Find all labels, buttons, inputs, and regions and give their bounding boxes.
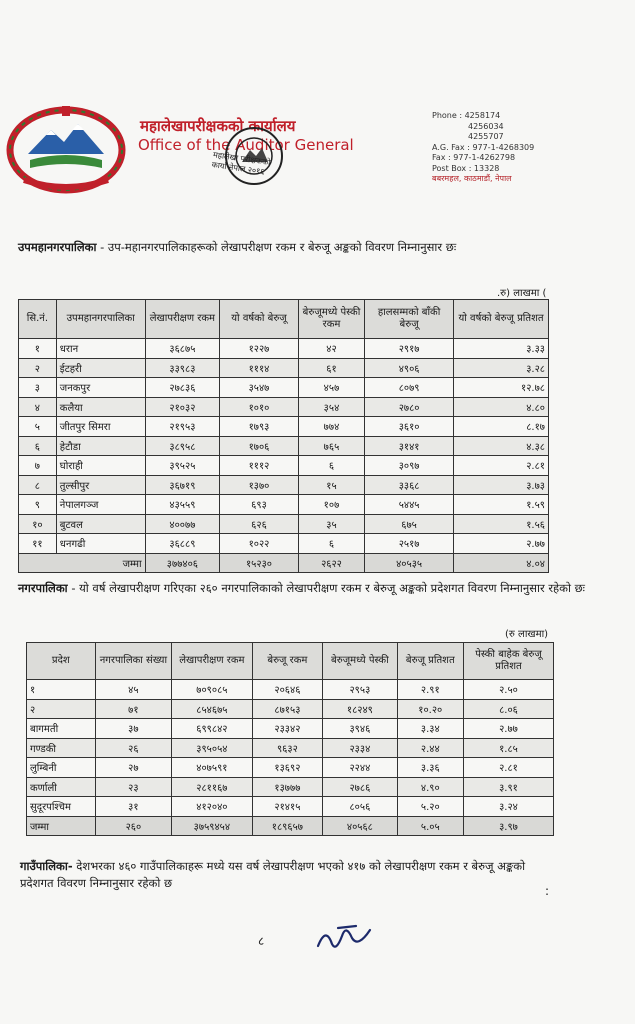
table-cell: ७ <box>19 456 57 476</box>
page-number: ८ <box>258 934 265 948</box>
table-cell: २१०३२ <box>145 397 220 417</box>
phone-line-2: 4256034 <box>468 121 504 131</box>
table-cell: १ <box>19 339 57 359</box>
table-cell: बुटवल <box>56 514 145 534</box>
table-cell: १७०६ <box>220 436 299 456</box>
total-cell: ५.०५ <box>397 816 463 836</box>
table-cell: ७०९०८५ <box>172 680 252 700</box>
table-cell: ३.७३ <box>454 475 549 495</box>
table-cell: ४५ <box>95 680 172 700</box>
table-row <box>27 738 554 758</box>
table-cell: १०.२० <box>397 699 463 719</box>
table-cell: ८ <box>19 475 57 495</box>
table-cell: ४००७७ <box>145 514 220 534</box>
table-cell: ४.९० <box>397 777 463 797</box>
table-cell: ईटहरी <box>56 358 145 378</box>
table-cell: हेटौडा <box>56 436 145 456</box>
table-cell: ३६८७५ <box>145 339 220 359</box>
section1-text: - उप-महानगरपालिकाहरूको लेखापरीक्षण रकम र बेरुजू अङ्कको विवरण निम्नानुसार छः <box>96 240 457 254</box>
section2-heading: नगरपालिका <box>18 581 68 595</box>
total-row <box>27 816 554 836</box>
table-cell: धरान <box>56 339 145 359</box>
table-cell: १०१० <box>220 397 299 417</box>
table-row <box>19 417 549 437</box>
contact-block <box>432 111 534 185</box>
total-cell: २६० <box>95 816 172 836</box>
ag-fax: A.G. Fax : 977-1-4268309 <box>432 142 535 152</box>
table-row <box>19 358 549 378</box>
table-row <box>27 758 554 778</box>
total-row <box>19 553 549 573</box>
table-cell: २०६४६ <box>252 680 323 700</box>
table-cell: ५.२० <box>397 797 463 817</box>
table-cell: ४.८० <box>454 397 549 417</box>
table-row <box>19 339 549 359</box>
table-cell: १०७ <box>298 495 364 515</box>
table-cell: जीतपुर सिमरा <box>56 417 145 437</box>
table-cell: ३०९७ <box>365 456 454 476</box>
table-cell: ३६७१९ <box>145 475 220 495</box>
table-cell: ७६५ <box>298 436 364 456</box>
table-cell: ४१२०४० <box>172 797 252 817</box>
table-cell: ४९०६ <box>365 358 454 378</box>
table-cell: २७८३६ <box>145 378 220 398</box>
section2-text: - यो वर्ष लेखापरीक्षण गरिएका २६० नगरपालिकाको लेखापरीक्षण रकम र बेरुजू अङ्कको प्रदेशगत विवरण निम्नानुसार रहेको छः <box>67 581 585 595</box>
table-cell: ३६१० <box>365 417 454 437</box>
po-box: Post Box : 13328 <box>432 163 500 173</box>
table-cell: कर्णाली <box>27 777 96 797</box>
office-name-nepali: महालेखापरीक्षकको कार्यालय <box>140 117 296 135</box>
table-cell: २.७७ <box>454 534 549 554</box>
table-row <box>27 680 554 700</box>
column-header: उपमहानगरपालिका <box>56 300 145 339</box>
column-header: बेरुजूमध्ये पेस्की रकम <box>298 300 364 339</box>
table-row <box>19 495 549 515</box>
table-cell: ८७१५३ <box>252 699 323 719</box>
table-cell: तुल्सीपुर <box>56 475 145 495</box>
total-cell: ३७५९४५४ <box>172 816 252 836</box>
table-cell: १.५६ <box>454 514 549 534</box>
table-cell: ६९३ <box>220 495 299 515</box>
table-cell: ९ <box>19 495 57 515</box>
table-cell: ३.२८ <box>454 358 549 378</box>
table-cell: ६ <box>19 436 57 456</box>
table-cell: ३३९८३ <box>145 358 220 378</box>
table-cell: २.८१ <box>454 456 549 476</box>
column-header: बेरुजू रकम <box>252 643 323 680</box>
table-cell: ६१ <box>298 358 364 378</box>
total-cell: १८९६५७ <box>252 816 323 836</box>
table-cell: २७८० <box>365 397 454 417</box>
phone-line-1: Phone : 4258174 <box>432 111 501 120</box>
table-cell: १३७० <box>220 475 299 495</box>
total-cell: ३७७४०६ <box>145 553 220 573</box>
table-cell: २१९५३ <box>145 417 220 437</box>
table-cell: ४ <box>19 397 57 417</box>
table-cell: गण्डकी <box>27 738 96 758</box>
table-cell: ११ <box>19 534 57 554</box>
table-cell: १११२ <box>220 456 299 476</box>
column-header: यो वर्षको बेरुजू प्रतिशत <box>454 300 549 339</box>
table-row <box>27 699 554 719</box>
table-cell: १२२७ <box>220 339 299 359</box>
table-cell: ३.२४ <box>463 797 553 817</box>
table-cell: धनगढी <box>56 534 145 554</box>
table-cell: ३१४१ <box>365 436 454 456</box>
table-cell: ४५७ <box>298 378 364 398</box>
section1-heading: उपमहानगरपालिका <box>18 240 97 254</box>
table-cell: ३.३६ <box>397 758 463 778</box>
table-cell: १११४ <box>220 358 299 378</box>
total-cell: २६२२ <box>298 553 364 573</box>
table-cell: ६२६ <box>220 514 299 534</box>
table-cell: लुम्बिनी <box>27 758 96 778</box>
section1-paragraph <box>18 239 623 256</box>
table-cell: ६९९८४२ <box>172 719 252 739</box>
table-cell: ७७४ <box>298 417 364 437</box>
table-cell: २१४१५ <box>252 797 323 817</box>
section3-heading: गाउँपालिका- <box>20 859 73 873</box>
table-header-row <box>27 643 554 680</box>
table-cell: २७ <box>95 758 172 778</box>
section2-paragraph <box>18 580 623 597</box>
table-cell: १.८५ <box>463 738 553 758</box>
table-cell: ५ <box>19 417 57 437</box>
total-cell: १५२३० <box>220 553 299 573</box>
table-cell: ८०७९ <box>365 378 454 398</box>
table-cell: सुदूरपश्चिम <box>27 797 96 817</box>
column-header: नगरपालिका संख्या <box>95 643 172 680</box>
table-cell: नेपालगञ्ज <box>56 495 145 515</box>
total-cell: ४.०४ <box>454 553 549 573</box>
column-header: बेरुजू प्रतिशत <box>397 643 463 680</box>
table-row <box>19 514 549 534</box>
table-cell: १०२२ <box>220 534 299 554</box>
phone-line-3: 4255707 <box>468 132 504 141</box>
section1-unit: .रु) लाखमा ( <box>497 288 547 299</box>
signature-icon <box>312 916 382 956</box>
seal-text: महालेखा परीक्षकको कार्या नेपाल २०१६ <box>211 150 271 177</box>
table-cell: ३८९५८ <box>145 436 220 456</box>
column-header: हालसम्मको बाँकी बेरुजू <box>365 300 454 339</box>
table-cell: ४.३८ <box>454 436 549 456</box>
table-cell: घोराही <box>56 456 145 476</box>
municipality-table <box>26 642 554 836</box>
section2-unit: (रु लाखमा) <box>505 629 549 640</box>
table-row <box>19 436 549 456</box>
table-cell: २.४४ <box>397 738 463 758</box>
table-cell: ७१ <box>95 699 172 719</box>
total-label: जम्मा <box>27 816 96 836</box>
table-cell: ६ <box>298 456 364 476</box>
table-cell: १० <box>19 514 57 534</box>
table-cell: १५ <box>298 475 364 495</box>
table-cell: २.७७ <box>463 719 553 739</box>
table-cell: ४२ <box>298 339 364 359</box>
table-cell: २६ <box>95 738 172 758</box>
table-cell: २ <box>27 699 96 719</box>
table-cell: २.५० <box>463 680 553 700</box>
table-cell: ३ <box>19 378 57 398</box>
section3-paragraph <box>20 858 540 892</box>
column-header: प्रदेश <box>27 643 96 680</box>
table-cell: ३५४७ <box>220 378 299 398</box>
column-header: सि.नं. <box>19 300 57 339</box>
column-header: लेखापरीक्षण रकम <box>172 643 252 680</box>
table-cell: २३ <box>95 777 172 797</box>
table-cell: २ <box>19 358 57 378</box>
table-cell: ३५४ <box>298 397 364 417</box>
table-row <box>19 397 549 417</box>
table-cell: ९६३२ <box>252 738 323 758</box>
table-cell: २३३४ <box>323 738 397 758</box>
table-cell: ३१ <box>95 797 172 817</box>
fax: Fax : 977-1-4262798 <box>432 153 516 162</box>
table-cell: ३५ <box>298 514 364 534</box>
submetropolitan-table <box>18 299 549 573</box>
table-cell: ६७५ <box>365 514 454 534</box>
table-cell: २९१७ <box>365 339 454 359</box>
table-cell: ३.३३ <box>454 339 549 359</box>
nepal-emblem-icon <box>6 102 126 194</box>
table-cell: १८२४९ <box>323 699 397 719</box>
table-cell: २२४४ <box>323 758 397 778</box>
column-header: लेखापरीक्षण रकम <box>145 300 220 339</box>
address: बबरमहल, काठमाडौं, नेपाल <box>432 174 512 183</box>
table-row <box>19 475 549 495</box>
table-row <box>19 534 549 554</box>
table-cell: ८०५६ <box>323 797 397 817</box>
column-header: पेस्की बाहेक बेरुजू प्रतिशत <box>463 643 553 680</box>
table-cell: २९५३ <box>323 680 397 700</box>
total-label: जम्मा <box>19 553 146 573</box>
table-cell: ८.०६ <box>463 699 553 719</box>
table-cell: ४३५५९ <box>145 495 220 515</box>
table-cell: १२.७८ <box>454 378 549 398</box>
table-cell: ३.९१ <box>463 777 553 797</box>
table-cell: १३६९२ <box>252 758 323 778</box>
table-cell: २३३४२ <box>252 719 323 739</box>
table-row <box>19 378 549 398</box>
table-cell: २.९१ <box>397 680 463 700</box>
total-cell: ४०५३५ <box>365 553 454 573</box>
trailing-colon: : <box>545 884 550 898</box>
table-cell: ३६८८९ <box>145 534 220 554</box>
table-cell: ३.३४ <box>397 719 463 739</box>
table-cell: जनकपुर <box>56 378 145 398</box>
table-cell: १३७७७ <box>252 777 323 797</box>
table-cell: २.८१ <box>463 758 553 778</box>
table-cell: ४०७५९१ <box>172 758 252 778</box>
total-cell: ३.९७ <box>463 816 553 836</box>
office-name-english: Office of the Auditor General <box>138 136 354 154</box>
table-cell: २८११६७ <box>172 777 252 797</box>
column-header: यो वर्षको बेरुजू <box>220 300 299 339</box>
table-cell: ६ <box>298 534 364 554</box>
table-cell: ५४४५ <box>365 495 454 515</box>
table-cell: ३९५०५४ <box>172 738 252 758</box>
table-row <box>27 719 554 739</box>
table-cell: १७९३ <box>220 417 299 437</box>
table-row <box>27 777 554 797</box>
table-cell: ३३६८ <box>365 475 454 495</box>
table-cell: २७८६ <box>323 777 397 797</box>
table-cell: ८.१७ <box>454 417 549 437</box>
total-cell: ४०५६८ <box>323 816 397 836</box>
table-row <box>19 456 549 476</box>
table-cell: १.५९ <box>454 495 549 515</box>
table-cell: कलैया <box>56 397 145 417</box>
table-cell: १ <box>27 680 96 700</box>
table-cell: ३९५२५ <box>145 456 220 476</box>
table-row <box>27 797 554 817</box>
section3-text: देशभरका ४६० गाउँपालिकाहरू मध्ये यस वर्ष लेखापरीक्षण भएको ४१७ को लेखापरीक्षण रकम र बेरुजू अङ्कको प्रदेशगत विवरण निम्नानुसार रहेको छ <box>20 859 526 890</box>
column-header: बेरुजूमध्ये पेस्की <box>323 643 397 680</box>
table-cell: ८५४६७५ <box>172 699 252 719</box>
table-cell: ३७ <box>95 719 172 739</box>
table-cell: २५१७ <box>365 534 454 554</box>
table-cell: बागमती <box>27 719 96 739</box>
table-header-row <box>19 300 549 339</box>
table-cell: ३९४६ <box>323 719 397 739</box>
